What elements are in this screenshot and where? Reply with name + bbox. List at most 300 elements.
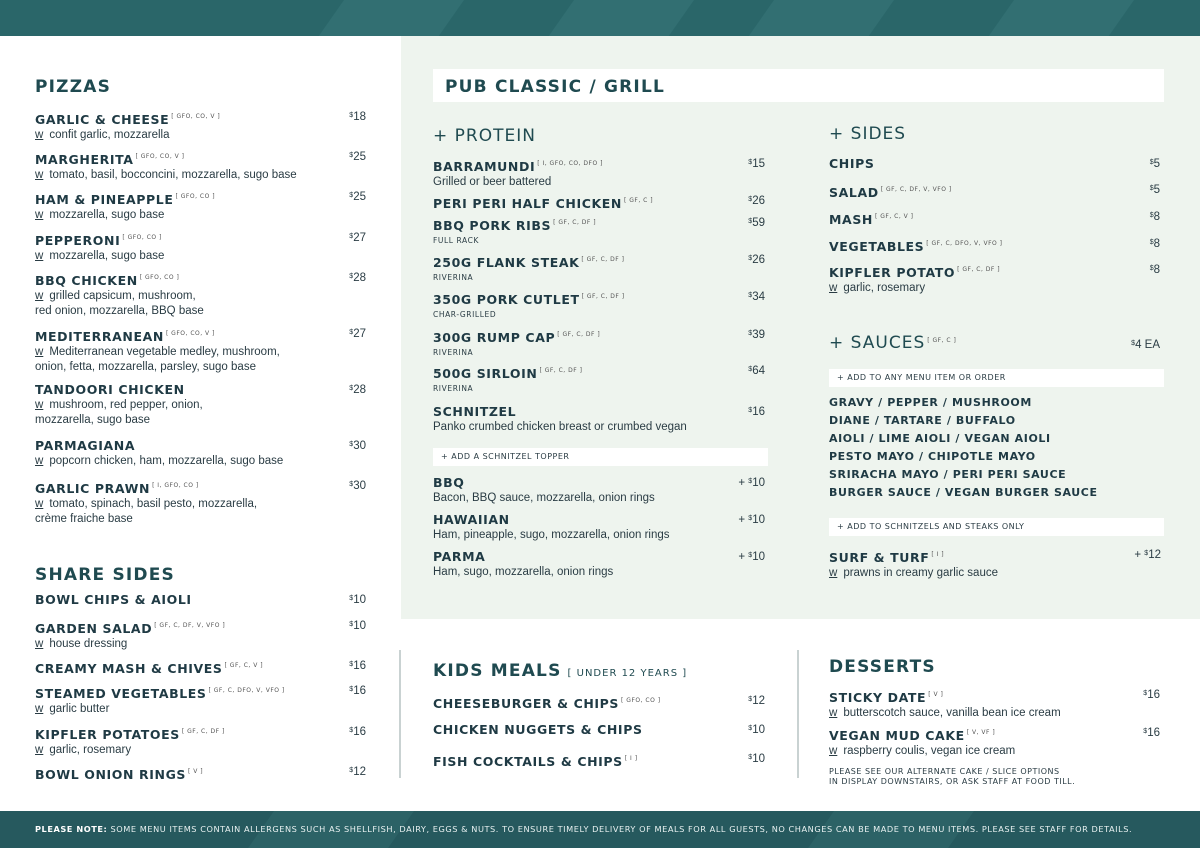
with-mark: w <box>35 455 44 467</box>
menu-item <box>35 658 335 677</box>
dollar-sign: $ <box>349 727 354 734</box>
item-name <box>829 182 1129 201</box>
item-desc-text: confit garlic, mozzarella <box>49 129 170 141</box>
dollar-sign: $ <box>748 255 753 262</box>
item-name-text: PEPPERONI <box>35 233 121 248</box>
item-desc-text: tomato, basil, bocconcini, mozzarella, sugo base <box>49 169 297 181</box>
kids-subtitle: [ UNDER 12 YEARS ] <box>567 668 688 679</box>
menu-item <box>829 687 1129 721</box>
item-tag: [ GFO, CO ] <box>139 274 180 281</box>
item-name <box>433 693 733 712</box>
with-mark: w <box>35 169 44 181</box>
item-name <box>433 722 733 738</box>
item-price <box>715 365 765 377</box>
item-desc <box>35 398 335 413</box>
price-value: 8 <box>1153 211 1160 223</box>
menu-item <box>829 209 1129 228</box>
item-name-text: GARDEN SALAD <box>35 621 153 636</box>
menu-item <box>433 549 733 580</box>
item-tag: [ GF, C, DF, V, VFO ] <box>880 186 952 193</box>
dollar-sign: $ <box>349 385 354 392</box>
dollar-sign: $ <box>748 515 753 522</box>
item-desc <box>829 566 1164 581</box>
item-desc-line2: red onion, mozzarella, BBQ base <box>35 305 204 317</box>
item-name-text: BBQ <box>433 475 465 490</box>
item-name-text: CHICKEN NUGGETS & CHIPS <box>433 722 643 737</box>
item-name-text: MASH <box>829 212 873 227</box>
price-value: 12 <box>752 695 765 707</box>
item-tag: [ V ] <box>928 691 944 698</box>
dollar-sign: $ <box>748 696 753 703</box>
price-value: 16 <box>353 726 366 738</box>
item-desc-text: Grilled or beer battered <box>433 176 552 188</box>
notice-lead: PLEASE NOTE: <box>35 824 108 834</box>
item-tag: [ GF, C, V ] <box>224 662 264 669</box>
price-value: 39 <box>752 329 765 341</box>
item-name-text: SCHNITZEL <box>433 404 517 419</box>
with-mark: w <box>35 498 44 510</box>
menu-item <box>829 262 1129 296</box>
menu-item <box>433 252 733 285</box>
dollar-sign: $ <box>349 661 354 668</box>
item-name <box>35 149 335 168</box>
item-tag: [ GF, C, DFO, V, VFO ] <box>926 240 1003 247</box>
item-price <box>316 685 366 697</box>
sides-heading: + SIDES <box>829 124 907 144</box>
item-tag: [ GFO, CO ] <box>122 234 162 241</box>
item-price <box>715 695 765 707</box>
item-tag: [ GF, C ] <box>624 197 654 204</box>
item-name <box>433 193 733 212</box>
item-name-text: CREAMY MASH & CHIVES <box>35 661 223 676</box>
dollar-sign: $ <box>748 366 753 373</box>
with-mark: w <box>35 129 44 141</box>
sauces-title: + SAUCES <box>829 333 926 353</box>
price-value: 5 <box>1153 158 1160 170</box>
item-desc <box>829 281 1129 296</box>
price-value: 28 <box>353 384 366 396</box>
dollar-sign: $ <box>748 218 753 225</box>
item-desc-text: Panko crumbed chicken breast or crumbed vegan <box>433 421 687 433</box>
menu-item <box>35 478 335 527</box>
item-desc-line2: mozzarella, sugo base <box>35 414 151 426</box>
item-price <box>316 151 366 163</box>
item-name <box>35 438 335 454</box>
item-name-text: VEGETABLES <box>829 239 925 254</box>
item-name <box>433 363 733 382</box>
dollar-sign: $ <box>349 233 354 240</box>
steaks-add-bar: + ADD TO SCHNITZELS AND STEAKS ONLY <box>829 518 1164 536</box>
item-name <box>35 618 335 637</box>
item-name-text: BOWL CHIPS & AIOLI <box>35 592 192 607</box>
price-value: 18 <box>353 111 366 123</box>
item-desc-text: house dressing <box>49 638 128 650</box>
menu-item <box>35 683 335 717</box>
price-value: 28 <box>353 272 366 284</box>
item-desc <box>35 208 335 223</box>
item-name <box>35 382 335 398</box>
cake-note-line: PLEASE SEE OUR ALTERNATE CAKE / SLICE OPTIONS <box>829 767 1060 776</box>
dollar-sign: $ <box>1131 340 1136 347</box>
item-name <box>829 687 1129 706</box>
schnitzel-topper-bar: + ADD A SCHNITZEL TOPPER <box>433 448 768 466</box>
dollar-sign: $ <box>1143 728 1148 735</box>
item-desc <box>35 249 335 264</box>
item-price <box>1110 184 1160 196</box>
item-sub: RIVERINA <box>433 384 474 393</box>
item-name-text: CHIPS <box>829 156 875 171</box>
menu-item <box>35 189 335 223</box>
item-price <box>715 551 765 563</box>
price-value: 27 <box>353 232 366 244</box>
dollar-sign: $ <box>748 478 753 485</box>
dollar-sign: $ <box>1149 265 1154 272</box>
price-value: 25 <box>353 151 366 163</box>
item-price <box>715 195 765 207</box>
dollar-sign: $ <box>349 481 354 488</box>
item-name-text: BBQ CHICKEN <box>35 273 138 288</box>
item-name <box>829 725 1129 744</box>
item-desc <box>35 128 335 143</box>
menu-item <box>433 404 733 435</box>
item-desc <box>35 637 335 652</box>
divider <box>399 650 401 778</box>
item-tag: [ I ] <box>931 551 945 558</box>
menu-item <box>433 193 733 212</box>
price-value: 16 <box>353 685 366 697</box>
item-tag: [ GF, C, DF ] <box>581 256 625 263</box>
price-value: 30 <box>353 480 366 492</box>
item-name <box>35 724 335 743</box>
item-name-text: GARLIC PRAWN <box>35 481 151 496</box>
item-tag: [ GFO, CO, V ] <box>135 153 185 160</box>
item-name <box>829 209 1129 228</box>
cake-note <box>829 767 1075 787</box>
item-tag: [ GF, C, DF ] <box>957 266 1001 273</box>
banner-stripe <box>309 0 471 36</box>
sauces-add-bar: + ADD TO ANY MENU ITEM OR ORDER <box>829 369 1164 387</box>
item-name <box>433 549 733 565</box>
item-tag: [ GF, C, DFO, V, VFO ] <box>208 687 285 694</box>
menu-item <box>433 722 733 738</box>
menu-item <box>433 751 733 770</box>
dollar-sign: $ <box>1144 550 1149 557</box>
dollar-sign: $ <box>748 159 753 166</box>
item-name <box>35 658 335 677</box>
item-name <box>35 230 335 249</box>
item-price <box>715 753 765 765</box>
item-name <box>433 215 733 234</box>
dollar-sign: $ <box>349 112 354 119</box>
pub-classic-heading: PUB CLASSIC / GRILL <box>445 77 666 97</box>
item-name <box>35 683 335 702</box>
item-desc-text: mozzarella, sugo base <box>49 209 165 221</box>
price-value: 16 <box>1147 727 1160 739</box>
item-name <box>35 270 335 289</box>
price-value: 59 <box>752 217 765 229</box>
item-sub: FULL RACK <box>433 236 480 245</box>
item-name-text: KIPFLER POTATO <box>829 265 956 280</box>
menu-item <box>829 156 1129 172</box>
notice-text: SOME MENU ITEMS CONTAIN ALLERGENS SUCH AS SHELLFISH, DAIRY, EGGS & NUTS. TO ENSURE TIMELY DELIVERY OF MEALS FOR ALL GUESTS, NO CHANGES CAN BE MADE TO MENU ITEMS. PLEASE SEE STAFF FOR DETAILS. <box>107 824 1133 834</box>
price-value: 16 <box>752 406 765 418</box>
price-value: 27 <box>353 328 366 340</box>
item-desc <box>35 497 335 512</box>
item-desc-text: tomato, spinach, basil pesto, mozzarella, <box>49 498 258 510</box>
menu-item <box>433 327 733 360</box>
item-name <box>35 109 335 128</box>
price-value: 34 <box>752 291 765 303</box>
item-tag: [ GF, C, DF ] <box>181 728 225 735</box>
plus-sign: + <box>738 514 746 526</box>
item-price <box>1110 158 1160 170</box>
item-desc-line2: onion, fetta, mozzarella, parsley, sugo base <box>35 361 256 373</box>
item-desc <box>35 168 335 183</box>
dollar-sign: $ <box>349 767 354 774</box>
price-value: 8 <box>1153 264 1160 276</box>
item-name-text: CHEESEBURGER & CHIPS <box>433 696 620 711</box>
item-name <box>829 156 1129 172</box>
dollar-sign: $ <box>748 330 753 337</box>
with-mark: w <box>829 745 838 757</box>
item-name-text: PARMAGIANA <box>35 438 136 453</box>
menu-item <box>35 230 335 264</box>
item-desc-text: Ham, pineapple, sugo, mozzarella, onion rings <box>433 529 670 541</box>
menu-item <box>433 475 733 506</box>
menu-item <box>433 215 733 248</box>
sauces-tag: [ GF, C ] <box>927 337 957 344</box>
item-tag: [ GFO, CO, V ] <box>171 113 221 120</box>
item-desc-text: garlic butter <box>49 703 110 715</box>
item-desc-line2: crème fraiche base <box>35 513 133 525</box>
menu-item <box>433 156 733 190</box>
share-sides-heading: SHARE SIDES <box>35 565 175 585</box>
menu-item <box>35 592 335 608</box>
banner-stripe <box>539 0 701 36</box>
kids-heading <box>433 661 687 681</box>
item-tag: [ GF, C, DF ] <box>581 293 625 300</box>
with-mark: w <box>829 567 838 579</box>
item-desc <box>433 491 733 506</box>
item-desc <box>433 565 733 580</box>
item-price <box>316 594 366 606</box>
item-price <box>715 158 765 170</box>
price-value: 15 <box>752 158 765 170</box>
item-desc-text: Ham, sugo, mozzarella, onion rings <box>433 566 614 578</box>
item-price <box>316 328 366 340</box>
sauce-line: PESTO MAYO / CHIPOTLE MAYO <box>829 450 1036 463</box>
with-mark: w <box>829 707 838 719</box>
price-value: 12 <box>353 766 366 778</box>
item-price <box>316 766 366 778</box>
item-desc <box>35 743 335 758</box>
item-desc <box>35 454 335 469</box>
item-desc-text: prawns in creamy garlic sauce <box>843 567 998 579</box>
item-price <box>715 329 765 341</box>
menu-item <box>35 438 335 469</box>
surf-price <box>1100 549 1161 561</box>
menu-item <box>35 724 335 758</box>
item-name <box>433 289 733 308</box>
item-name <box>35 478 335 497</box>
dollar-sign: $ <box>349 152 354 159</box>
item-name <box>35 592 335 608</box>
cake-note-line: IN DISPLAY DOWNSTAIRS, OR ASK STAFF AT FOOD TILL. <box>829 777 1076 786</box>
item-price <box>715 724 765 736</box>
item-price <box>316 111 366 123</box>
item-desc <box>433 175 733 190</box>
item-price <box>715 254 765 266</box>
item-price <box>316 272 366 284</box>
sauces-price <box>1120 339 1160 351</box>
dollar-sign: $ <box>1149 239 1154 246</box>
sauce-line: DIANE / TARTARE / BUFFALO <box>829 414 1016 427</box>
divider <box>797 650 799 778</box>
kids-title: KIDS MEALS <box>433 661 562 681</box>
menu-item <box>35 618 335 652</box>
dollar-sign: $ <box>349 273 354 280</box>
item-tag: [ GF, C, DF, V, VFO ] <box>154 622 226 629</box>
sauce-line: SRIRACHA MAYO / PERI PERI SAUCE <box>829 468 1067 481</box>
item-name <box>35 764 335 783</box>
price-value: 16 <box>353 660 366 672</box>
menu-item <box>35 326 335 375</box>
price-value: 12 <box>1148 549 1161 561</box>
menu-item <box>35 109 335 143</box>
item-desc-text: grilled capsicum, mushroom, <box>49 290 196 302</box>
sauces-price-value: 4 EA <box>1135 339 1160 351</box>
with-mark: w <box>35 209 44 221</box>
item-name-text: HAWAIIAN <box>433 512 510 527</box>
item-name <box>433 327 733 346</box>
item-name <box>433 512 733 528</box>
item-tag: [ I, GFO, CO, DFO ] <box>537 160 603 167</box>
item-name-text: BBQ PORK RIBS <box>433 218 552 233</box>
item-price <box>316 384 366 396</box>
item-price <box>1110 264 1160 276</box>
item-name <box>829 262 1129 281</box>
item-price <box>1110 727 1160 739</box>
item-desc <box>433 420 733 435</box>
menu-item <box>35 382 335 428</box>
item-desc-text: mushroom, red pepper, onion, <box>49 399 203 411</box>
price-value: 8 <box>1153 238 1160 250</box>
item-name-text: MARGHERITA <box>35 152 134 167</box>
item-price <box>1110 689 1160 701</box>
with-mark: w <box>35 250 44 262</box>
item-name-text: 300G RUMP CAP <box>433 330 556 345</box>
item-tag: [ GF, C, DF ] <box>553 219 597 226</box>
item-price <box>715 406 765 418</box>
dollar-sign: $ <box>349 192 354 199</box>
item-name-text: STEAMED VEGETABLES <box>35 686 207 701</box>
item-tag: [ GFO, CO ] <box>621 697 661 704</box>
price-value: 25 <box>353 191 366 203</box>
with-mark: w <box>829 282 838 294</box>
item-name <box>433 475 733 491</box>
item-tag: [ GF, C, V ] <box>874 213 914 220</box>
item-desc-text: Mediterranean vegetable medley, mushroom, <box>49 346 280 358</box>
item-price <box>715 217 765 229</box>
with-mark: w <box>35 638 44 650</box>
item-name-text: STICKY DATE <box>829 690 927 705</box>
menu-item <box>433 693 733 712</box>
price-value: 10 <box>752 514 765 526</box>
dollar-sign: $ <box>748 552 753 559</box>
price-value: 10 <box>353 620 366 632</box>
item-name-text: BARRAMUNDI <box>433 159 536 174</box>
price-value: 16 <box>1147 689 1160 701</box>
item-name-text: TANDOORI CHICKEN <box>35 382 185 397</box>
item-tag: [ V ] <box>188 768 204 775</box>
price-value: 26 <box>752 195 765 207</box>
menu-item <box>35 764 335 783</box>
item-price <box>316 480 366 492</box>
plus-sign: + <box>738 551 746 563</box>
dollar-sign: $ <box>748 292 753 299</box>
item-tag: [ GF, C, DF ] <box>539 367 583 374</box>
menu-item <box>829 725 1129 759</box>
item-name <box>829 236 1129 255</box>
dollar-sign: $ <box>1149 212 1154 219</box>
item-price <box>316 232 366 244</box>
item-price <box>316 191 366 203</box>
item-tag: [ GFO, CO ] <box>175 193 216 200</box>
item-desc <box>35 702 335 717</box>
item-tag: [ V, VF ] <box>966 729 996 736</box>
menu-item <box>433 289 733 322</box>
item-name-text: KIPFLER POTATOES <box>35 727 180 742</box>
item-desc-text: garlic, rosemary <box>843 282 926 294</box>
item-name <box>35 326 335 345</box>
with-mark: w <box>35 744 44 756</box>
item-name <box>433 404 733 420</box>
sauce-line: GRAVY / PEPPER / MUSHROOM <box>829 396 1032 409</box>
dollar-sign: $ <box>349 595 354 602</box>
item-price <box>715 477 765 489</box>
item-name-text: PERI PERI HALF CHICKEN <box>433 196 622 211</box>
sauce-line: BURGER SAUCE / VEGAN BURGER SAUCE <box>829 486 1098 499</box>
price-value: 10 <box>353 594 366 606</box>
item-name <box>433 156 733 175</box>
with-mark: w <box>35 346 44 358</box>
item-desc <box>829 744 1129 759</box>
item-name-text: SURF & TURF <box>829 550 930 565</box>
price-value: 10 <box>752 724 765 736</box>
item-name-text: HAM & PINEAPPLE <box>35 192 174 207</box>
dollar-sign: $ <box>1149 159 1154 166</box>
banner-stripe <box>739 0 901 36</box>
item-desc <box>35 345 335 360</box>
protein-heading: + PROTEIN <box>433 126 536 146</box>
sauce-line: AIOLI / LIME AIOLI / VEGAN AIOLI <box>829 432 1051 445</box>
dollar-sign: $ <box>1143 690 1148 697</box>
item-sub: RIVERINA <box>433 348 474 357</box>
dollar-sign: $ <box>1149 185 1154 192</box>
pizzas-heading: PIZZAS <box>35 77 112 97</box>
dollar-sign: $ <box>349 621 354 628</box>
item-name-text: FISH COCKTAILS & CHIPS <box>433 754 623 769</box>
item-name-text: 250G FLANK STEAK <box>433 255 580 270</box>
item-price <box>316 660 366 672</box>
menu-item <box>35 149 335 183</box>
menu-item <box>433 363 733 396</box>
price-value: 10 <box>752 477 765 489</box>
item-name-text: 350G PORK CUTLET <box>433 292 580 307</box>
top-banner <box>0 0 1200 36</box>
allergen-notice <box>35 824 1132 834</box>
desserts-heading: DESSERTS <box>829 657 936 677</box>
